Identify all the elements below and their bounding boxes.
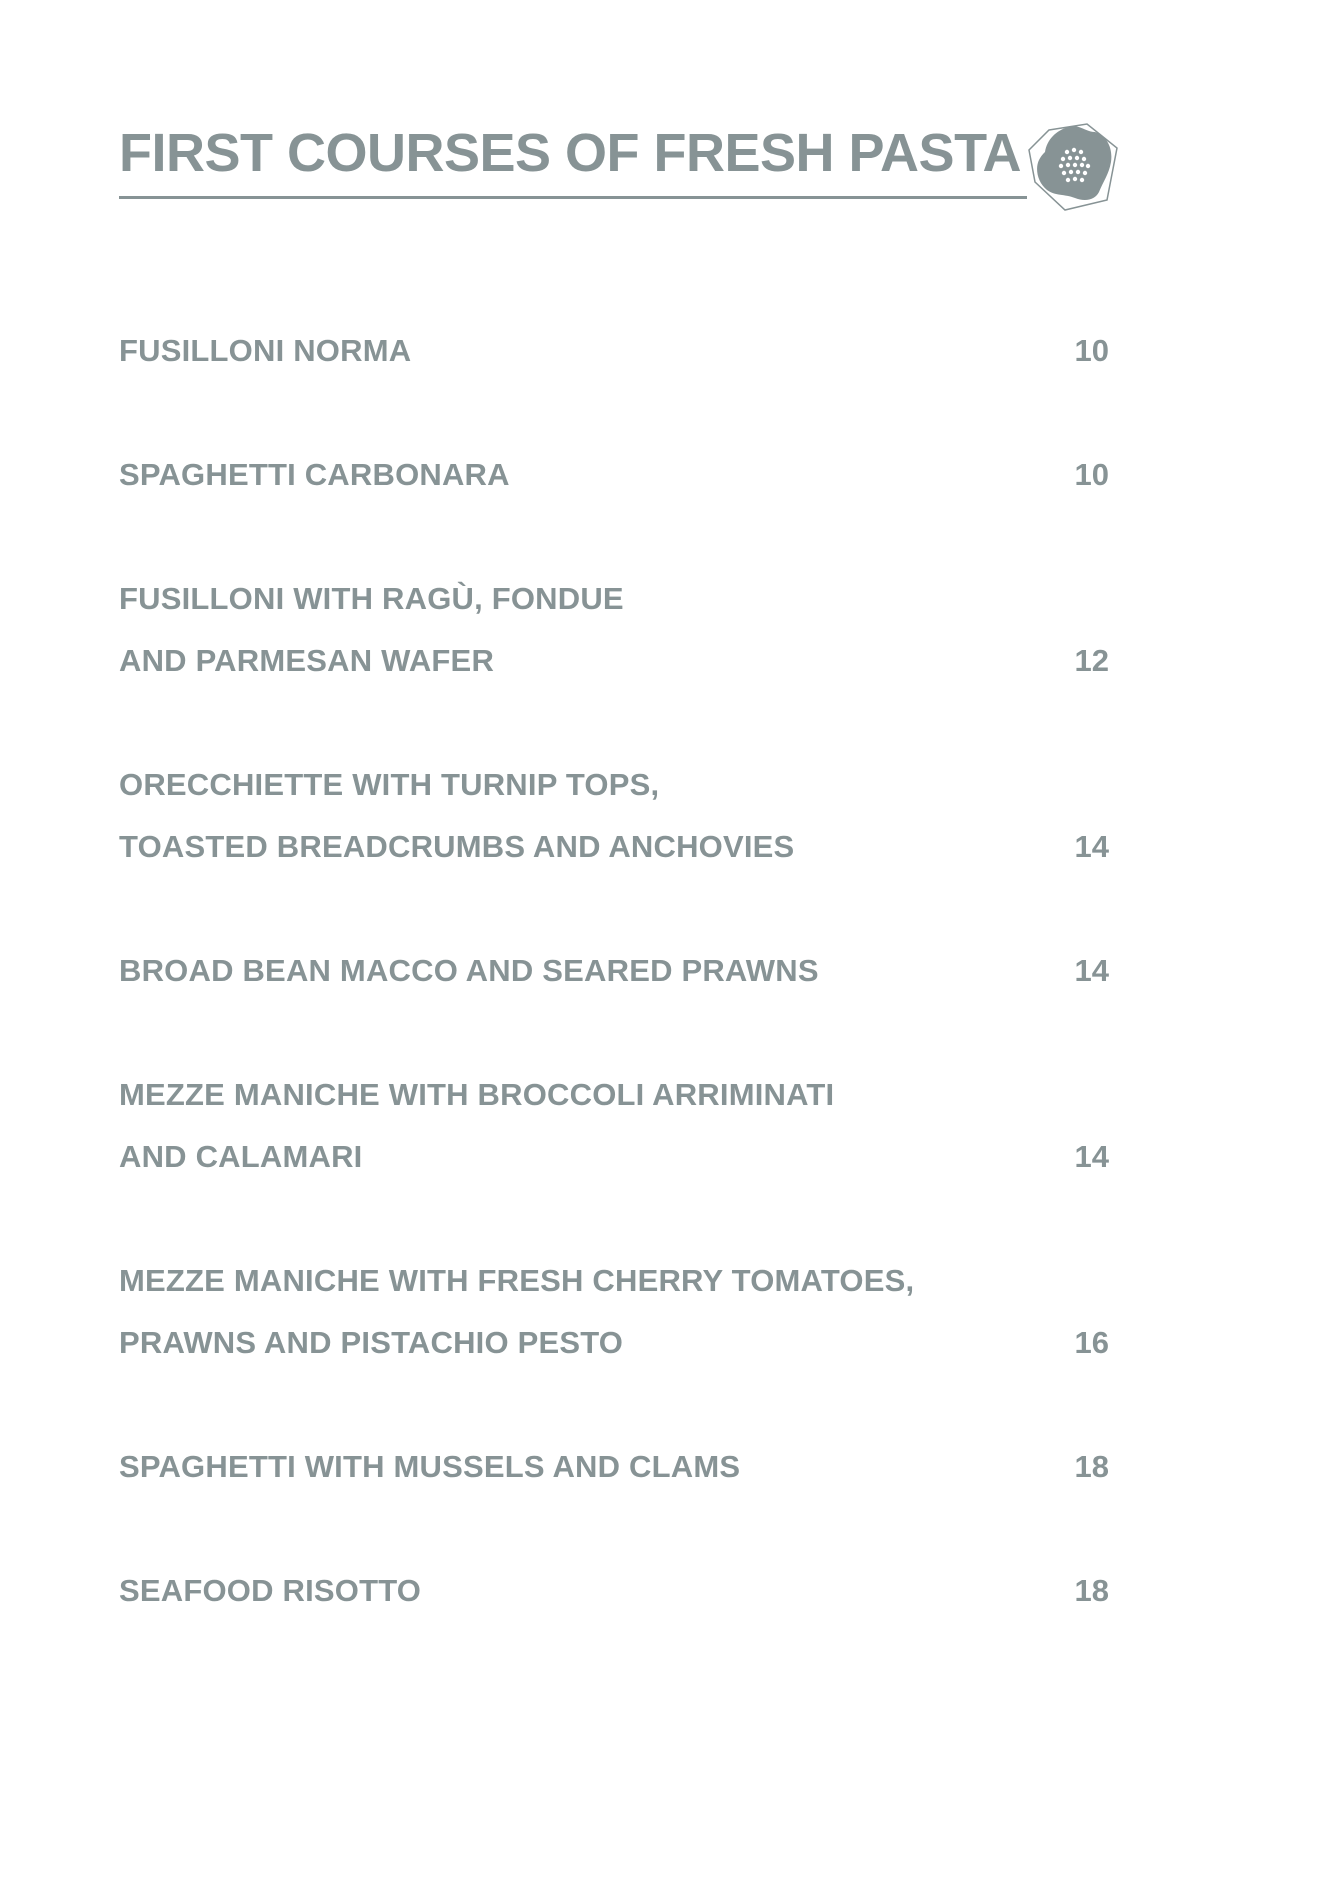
menu-item [119,444,1109,506]
item-name-line: MEZZE MANICHE WITH FRESH CHERRY TOMATOES, [119,1263,915,1298]
item-price: 18 [1074,1449,1109,1484]
item-name-line: SPAGHETTI WITH MUSSELS AND CLAMS [119,1449,741,1484]
pasta-stamp-icon [1025,122,1121,214]
menu-item [119,320,1109,382]
item-name [119,568,999,692]
menu-item [119,568,1109,692]
item-name [119,1064,999,1188]
item-price: 18 [1074,1573,1109,1608]
item-name [119,754,999,878]
item-price: 12 [1074,643,1109,678]
item-name [119,320,999,382]
item-price: 14 [1074,1139,1109,1174]
menu-item [119,940,1109,1002]
item-name-line: TOASTED BREADCRUMBS AND ANCHOVIES [119,829,795,864]
menu-item [119,1436,1109,1498]
item-price: 16 [1074,1325,1109,1360]
item-name-line: FUSILLONI NORMA [119,333,412,368]
item-price: 14 [1074,829,1109,864]
item-name-line: PRAWNS AND PISTACHIO PESTO [119,1325,624,1360]
item-name-line: FUSILLONI WITH RAGÙ, FONDUE [119,581,624,616]
item-name-line: BROAD BEAN MACCO AND SEARED PRAWNS [119,953,819,988]
item-name [119,1250,999,1374]
item-price: 10 [1074,457,1109,492]
item-name-line: SEAFOOD RISOTTO [119,1573,422,1608]
menu-item [119,1064,1109,1188]
item-name [119,1436,999,1498]
menu-item [119,1250,1109,1374]
title-underline [119,196,1027,199]
item-name-line: AND PARMESAN WAFER [119,643,495,678]
menu-list [119,320,1109,1684]
menu-item [119,1560,1109,1622]
section-title: FIRST COURSES OF FRESH PASTA [119,123,1022,183]
item-name-line: AND CALAMARI [119,1139,363,1174]
item-name [119,444,999,506]
item-name-line: MEZZE MANICHE WITH BROCCOLI ARRIMINATI [119,1077,835,1112]
item-name-line: ORECCHIETTE WITH TURNIP TOPS, [119,767,660,802]
item-name-line: SPAGHETTI CARBONARA [119,457,510,492]
item-name [119,1560,999,1622]
menu-item [119,754,1109,878]
item-price: 14 [1074,953,1109,988]
section-header [119,122,1119,222]
item-name [119,940,999,1002]
item-price: 10 [1074,333,1109,368]
